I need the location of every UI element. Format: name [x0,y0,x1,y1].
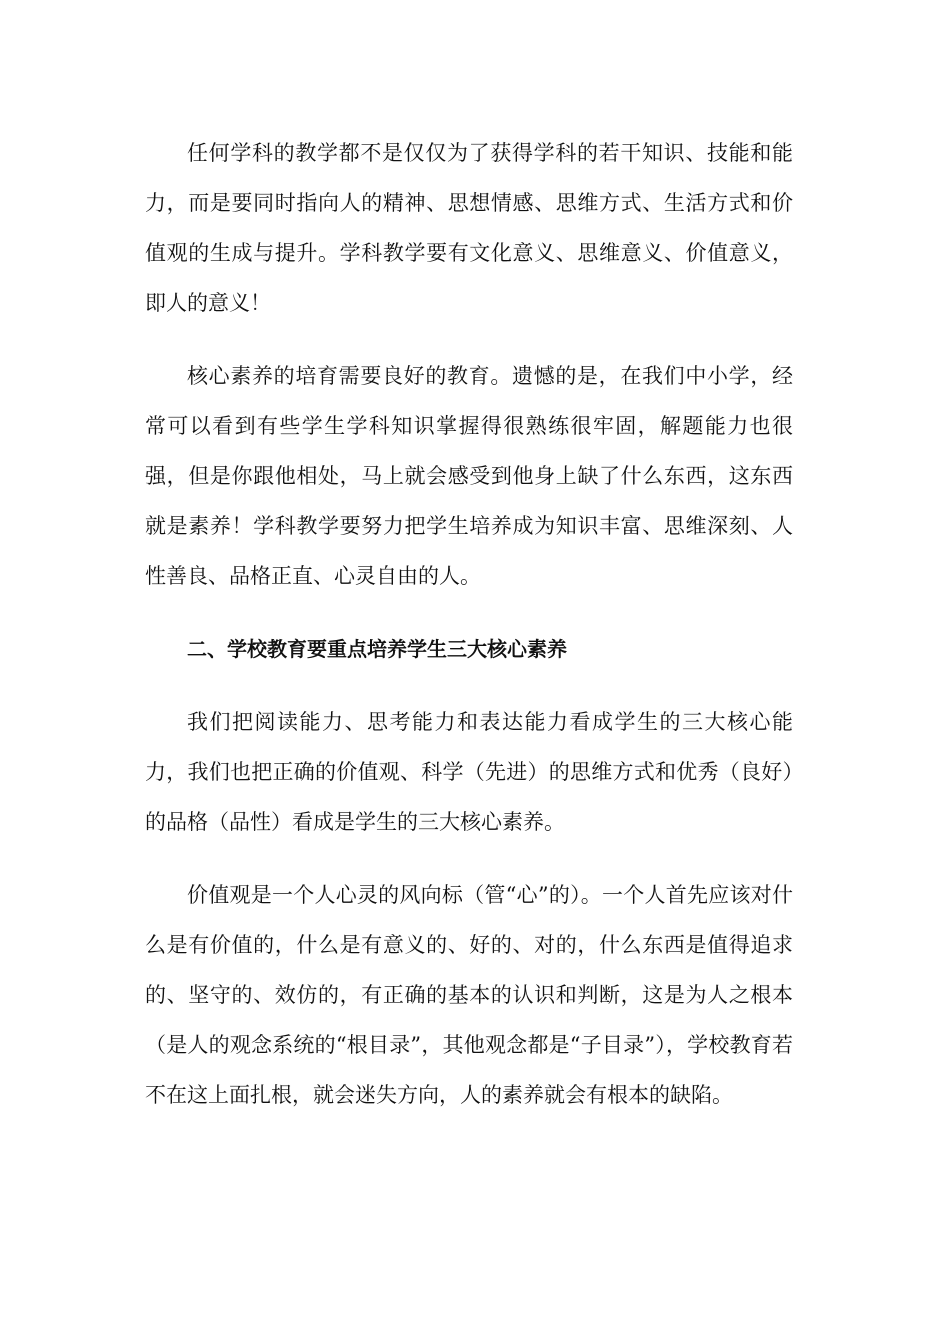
section-heading: 二、学校教育要重点培养学生三大核心素养 [187,637,567,661]
paragraph-cultivating-core-literacy: 核心素养的培育需要良好的教育。遗憾的是，在我们中小学，经常可以看到有些学生学科知识掌握得很熟练很牢固，解题能力也很强，但是你跟他相处，马上就会感受到他身上缺了什么东西，这东西就是素养！学科教学要努力把学生培养成为知识丰富、思维深刻、人性善良、品格正直、心灵自由的人。 [145,364,793,588]
paragraph-spacer [145,847,793,870]
paragraph-spacer [145,328,793,351]
paragraph-spacer [145,674,793,697]
paragraph-spacer [145,601,793,624]
paragraph-three-core-abilities: 我们把阅读能力、思考能力和表达能力看成学生的三大核心能力，我们也把正确的价值观、科学（先进）的思维方式和优秀（良好）的品格（品性）看成是学生的三大核心素养。 [145,710,793,834]
paragraph-values: 价值观是一个人心灵的风向标（管“心”的）。一个人首先应该对什么是有价值的，什么是有意义的、好的、对的，什么东西是值得追求的、坚守的、效仿的，有正确的基本的认识和判断，这是为人之根本（是人的观念系统的“根目录”，其他观念都是“子目录”），学校教育若不在这上面扎根，就会迷失方向，人的素养就会有根本的缺陷。 [145,883,793,1107]
document-body [145,128,793,1120]
paragraph-subject-teaching-meaning: 任何学科的教学都不是仅仅为了获得学科的若干知识、技能和能力，而是要同时指向人的精神、思想情感、思维方式、生活方式和价值观的生成与提升。学科教学要有文化意义、思维意义、价值意义，即人的意义！ [145,141,793,315]
